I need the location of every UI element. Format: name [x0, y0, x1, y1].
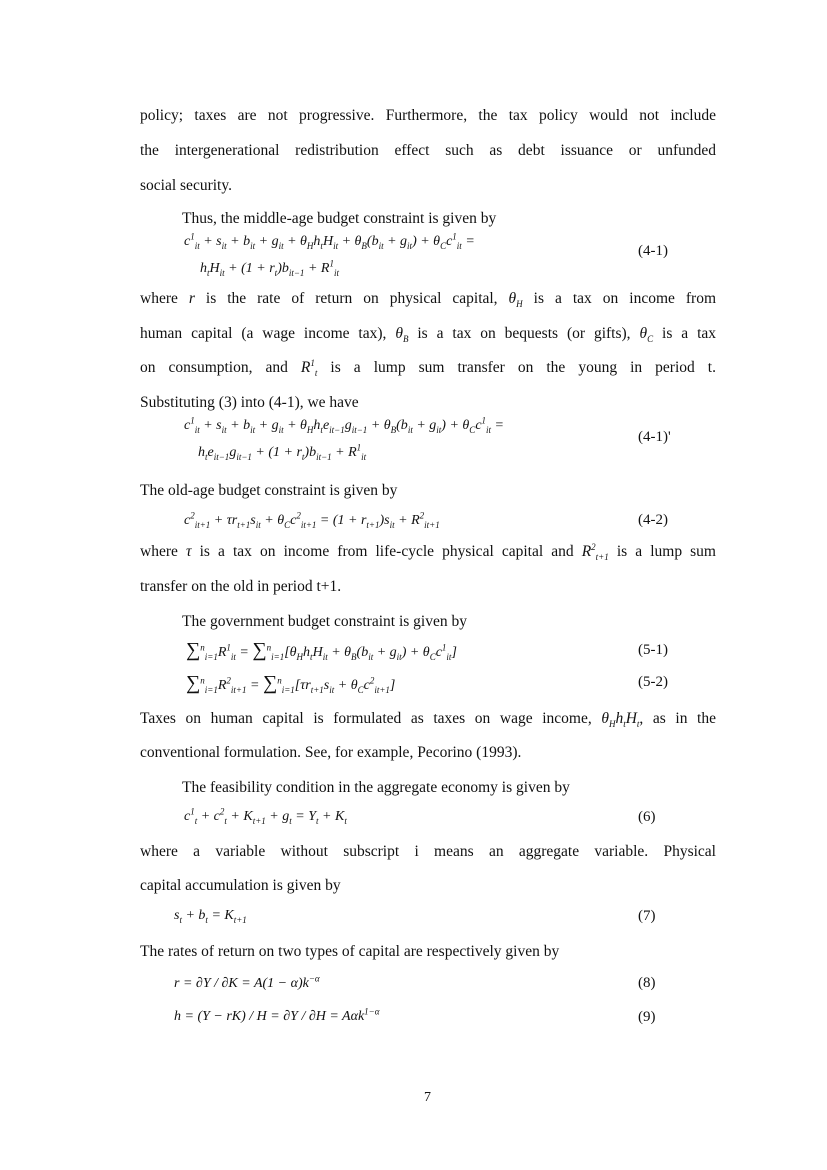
text-line: policy; taxes are not progressive. Furthermore, the tax policy would not include [140, 107, 716, 124]
equation-8: $r = \partial Y / \partial K = A(1 - \alpha)k^{-\alpha}$ [174, 973, 320, 991]
equation-9: h = (Y − rK) / H = ∂Y / ∂H = Aαk$^{1-\alpha}$ [174, 1006, 380, 1024]
equation-4-2: $c^2_{it+1} + \tau r_{t+1}s_{it} + \theta_Cc^2_{it+1} = (1 + r_{t+1})s_{it} + R^2_{it+1}$ [184, 510, 440, 530]
equation-4-1-prime-line1: $c^1_{it} + s_{it} + b_{it} + g_{it} + \theta_Hh_te_{it-1}g_{it-1} + \theta_B(b_{it} + g_{it}) + \theta_Cc^1_{it}$ = [184, 415, 504, 435]
equation-number: (5-2) [638, 674, 668, 690]
page-number: 7 [424, 1090, 431, 1105]
equation-6: $c^1_t + c^2_t + K_{t+1} + g_t = Y_t + K_t$ [184, 806, 347, 826]
equation-5-2: $\sum^n_{i=1}R^2_{it+1} = \sum^n_{i=1}[\tau r_{t+1}s_{it} + \theta_Cc^2_{it+1}]$ [186, 672, 396, 695]
text-line: capital accumulation is given by [140, 877, 341, 894]
equation-number: (9) [638, 1009, 656, 1025]
text-line: Substituting (3) into (4-1), we have [140, 394, 359, 411]
text-line: The rates of return on two types of capital are respectively given by [140, 943, 560, 960]
text-line: The government budget constraint is given by [182, 613, 467, 630]
equation-4-1-prime-line2: $h_te_{it-1}g_{it-1} + (1 + r_t)b_{it-1} + R^1_{it}$ [198, 442, 367, 462]
equation-number: (6) [638, 809, 656, 825]
equation-number: (5-1) [638, 642, 668, 658]
equation-5-1: $\sum^n_{i=1}R^1_{it} = \sum^n_{i=1}[\theta_Hh_tH_{it} + \theta_B(b_{it} + g_{it}) + \theta_Cc^1_{it}]$ [186, 639, 457, 662]
equation-4-1-line2: $h_tH_{it} + (1 + r_t)b_{it-1} + R^1_{it}$ [200, 258, 339, 278]
text-line: where r is the rate of return on physical capital, $\theta_H$ is a tax on income from [140, 290, 716, 310]
equation-number: (4-1) [638, 243, 668, 259]
text-line: where a variable without subscript i means an aggregate variable. Physical [140, 843, 716, 860]
text-line: social security. [140, 177, 232, 194]
text-line: where τ is a tax on income from life-cycle physical capital and $R^2_{t+1}$ is a lump sum [140, 541, 716, 563]
equation-number: (8) [638, 975, 656, 991]
text-line: the intergenerational redistribution effect such as debt issuance or unfunded [140, 142, 716, 159]
text-line: conventional formulation. See, for example, Pecorino (1993). [140, 744, 522, 761]
equation-number: (4-2) [638, 512, 668, 528]
text-line: The old-age budget constraint is given by [140, 482, 398, 499]
equation-number: (4-1)' [638, 429, 671, 445]
text-line: transfer on the old in period t+1. [140, 578, 342, 595]
text-line: Thus, the middle-age budget constraint is given by [182, 210, 497, 227]
text-line: The feasibility condition in the aggregate economy is given by [182, 779, 570, 796]
text-line: on consumption, and $R^1_t$ is a lump sum transfer on the young in period t. [140, 357, 716, 379]
text-line: Taxes on human capital is formulated as taxes on wage income, $\theta_Hh_tH_t$, as in the [140, 710, 716, 730]
equation-4-1-line1: $c^1_{it} + s_{it} + b_{it} + g_{it} + \theta_Hh_tH_{it} + \theta_B(b_{it} + g_{it}) + \theta_Cc^1_{it}$ = [184, 231, 475, 251]
text-line: human capital (a wage income tax), $\theta_B$ is a tax on bequests (or gifts), $\theta_C$ is a tax [140, 325, 717, 345]
equation-number: (7) [638, 908, 656, 924]
equation-7: $s_t + b_t = K_{t+1}$ [174, 908, 247, 925]
